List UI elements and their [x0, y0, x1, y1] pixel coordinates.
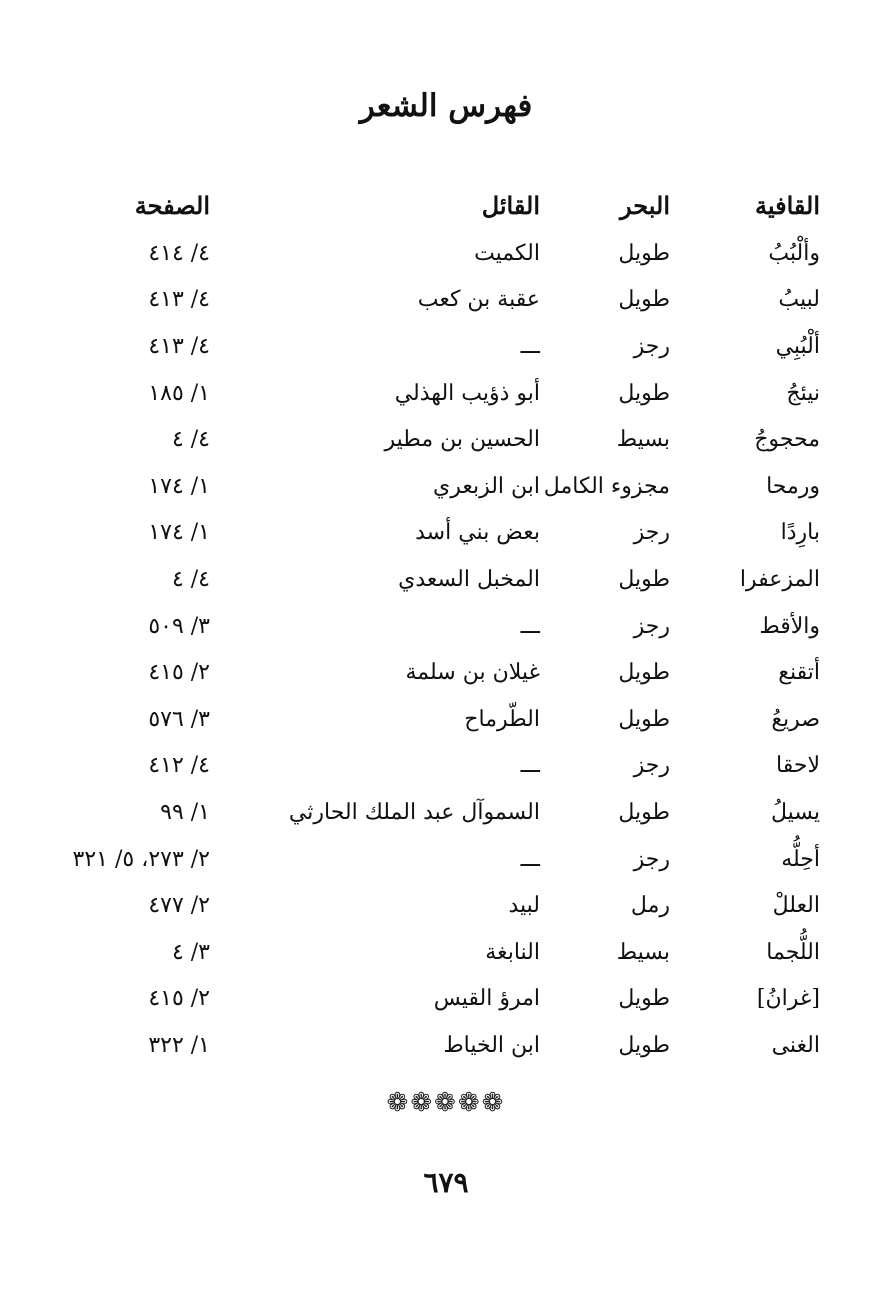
- cell-poet: السموآل عبد الملك الحارثي: [288, 799, 540, 825]
- cell-poet: ـــ: [520, 333, 540, 359]
- cell-page: ٢/ ٤١٥: [148, 986, 210, 1012]
- header-rhyme: القافية: [754, 190, 820, 220]
- table-row: [80, 603, 820, 650]
- cell-meter: طويل: [618, 660, 670, 686]
- cell-page: ٢/ ٤١٥: [148, 660, 210, 686]
- cell-meter: رجز: [633, 520, 670, 546]
- cell-page: ٤/ ٤: [171, 566, 210, 592]
- cell-rhyme: ألْبُبِي: [775, 333, 820, 359]
- header-poet: القائل: [481, 190, 540, 220]
- cell-rhyme: محجوجُ: [754, 427, 820, 453]
- cell-meter: رمل: [630, 893, 670, 919]
- cell-poet: النابغة: [485, 939, 540, 965]
- cell-meter: رجز: [633, 333, 670, 359]
- cell-rhyme: بارِدًا: [780, 520, 820, 546]
- cell-meter: طويل: [618, 287, 670, 313]
- cell-poet: لبيد: [508, 893, 540, 919]
- cell-rhyme: أحِلُّه: [781, 846, 820, 872]
- cell-page: ٢/ ٢٧٣، ٥/ ٣٢١: [72, 846, 210, 872]
- table-row: [80, 649, 820, 696]
- cell-page: ١/ ١٨٥: [148, 380, 210, 406]
- cell-poet: ـــ: [520, 846, 540, 872]
- cell-poet: عقبة بن كعب: [417, 287, 540, 313]
- cell-meter: رجز: [633, 753, 670, 779]
- table-row: [80, 510, 820, 557]
- page-title: فهرس الشعر: [359, 88, 533, 124]
- cell-rhyme: [غرانُ]: [756, 986, 820, 1012]
- cell-meter: طويل: [618, 706, 670, 732]
- table-row: [80, 277, 820, 324]
- poetry-index-table: [72, 180, 820, 1069]
- cell-poet: غيلان بن سلمة: [405, 660, 540, 686]
- cell-rhyme: صريعُ: [771, 706, 820, 732]
- cell-poet: ـــ: [520, 613, 540, 639]
- cell-rhyme: ورمحا: [766, 473, 820, 499]
- cell-poet: ابن الخياط: [443, 1032, 540, 1058]
- cell-rhyme: وألْبُبُ: [768, 240, 820, 266]
- table-row: [80, 370, 820, 417]
- cell-rhyme: نيئجُ: [786, 380, 820, 406]
- cell-meter: مجزوء الكامل: [543, 473, 670, 499]
- cell-poet: بعض بني أسد: [415, 520, 540, 546]
- cell-poet: المخبل السعدي: [398, 566, 540, 592]
- cell-rhyme: المزعفرا: [739, 566, 820, 592]
- cell-page: ٣/ ٤: [171, 939, 210, 965]
- cell-rhyme: العللْ: [772, 893, 820, 919]
- table-header-row: [80, 180, 820, 230]
- cell-page: ٤/ ٤: [171, 427, 210, 453]
- cell-poet: امرؤ القيس: [433, 986, 540, 1012]
- table-row: [80, 789, 820, 836]
- cell-poet: أبو ذؤيب الهذلي: [394, 380, 540, 406]
- cell-meter: بسيط: [616, 427, 670, 453]
- table-row: [80, 1022, 820, 1069]
- cell-meter: طويل: [618, 986, 670, 1012]
- cell-page: ٤/ ٤١٣: [148, 287, 210, 313]
- cell-rhyme: يسيلُ: [770, 799, 820, 825]
- cell-meter: طويل: [618, 240, 670, 266]
- cell-page: ١/ ١٧٤: [148, 520, 210, 546]
- cell-meter: بسيط: [616, 939, 670, 965]
- cell-meter: طويل: [618, 566, 670, 592]
- cell-rhyme: والأقط: [759, 613, 820, 639]
- table-row: [80, 463, 820, 510]
- cell-rhyme: الغنى: [771, 1032, 820, 1058]
- table-row: [80, 556, 820, 603]
- header-meter: البحر: [620, 190, 670, 220]
- cell-rhyme: اللُّجما: [766, 939, 820, 965]
- cell-page: ١/ ٣٢٢: [148, 1032, 210, 1058]
- cell-poet: الحسين بن مطير: [384, 427, 540, 453]
- table-row: [80, 743, 820, 790]
- table-row: [80, 929, 820, 976]
- table-row: [80, 230, 820, 277]
- cell-meter: طويل: [618, 380, 670, 406]
- header-page: الصفحة: [134, 190, 210, 220]
- page-number: ٦٧٩: [423, 1166, 469, 1199]
- table-row: [80, 882, 820, 929]
- cell-meter: رجز: [633, 846, 670, 872]
- cell-page: ٤/ ٤١٤: [148, 240, 210, 266]
- cell-page: ٣/ ٥٠٩: [148, 613, 210, 639]
- cell-meter: طويل: [618, 799, 670, 825]
- cell-poet: ـــ: [520, 753, 540, 779]
- cell-rhyme: لبيبُ: [778, 287, 820, 313]
- cell-poet: الكميت: [474, 240, 540, 266]
- table-row: [80, 696, 820, 743]
- cell-meter: رجز: [633, 613, 670, 639]
- table-row: [80, 976, 820, 1023]
- table-row: [80, 836, 820, 883]
- cell-meter: طويل: [618, 1032, 670, 1058]
- cell-poet: الطّرماح: [464, 706, 540, 732]
- cell-page: ٣/ ٥٧٦: [148, 706, 210, 732]
- table-row: [80, 323, 820, 370]
- cell-page: ٤/ ٤١٣: [148, 333, 210, 359]
- ornament-divider: ❁❁❁❁❁: [386, 1088, 506, 1118]
- cell-rhyme: أتقنع: [778, 660, 820, 686]
- cell-page: ٢/ ٤٧٧: [148, 893, 210, 919]
- cell-poet: ابن الزبعري: [432, 473, 540, 499]
- cell-page: ٤/ ٤١٢: [148, 753, 210, 779]
- cell-page: ١/ ١٧٤: [148, 473, 210, 499]
- cell-page: ١/ ٩٩: [160, 799, 210, 825]
- table-row: [80, 416, 820, 463]
- cell-rhyme: لاحقا: [776, 753, 820, 779]
